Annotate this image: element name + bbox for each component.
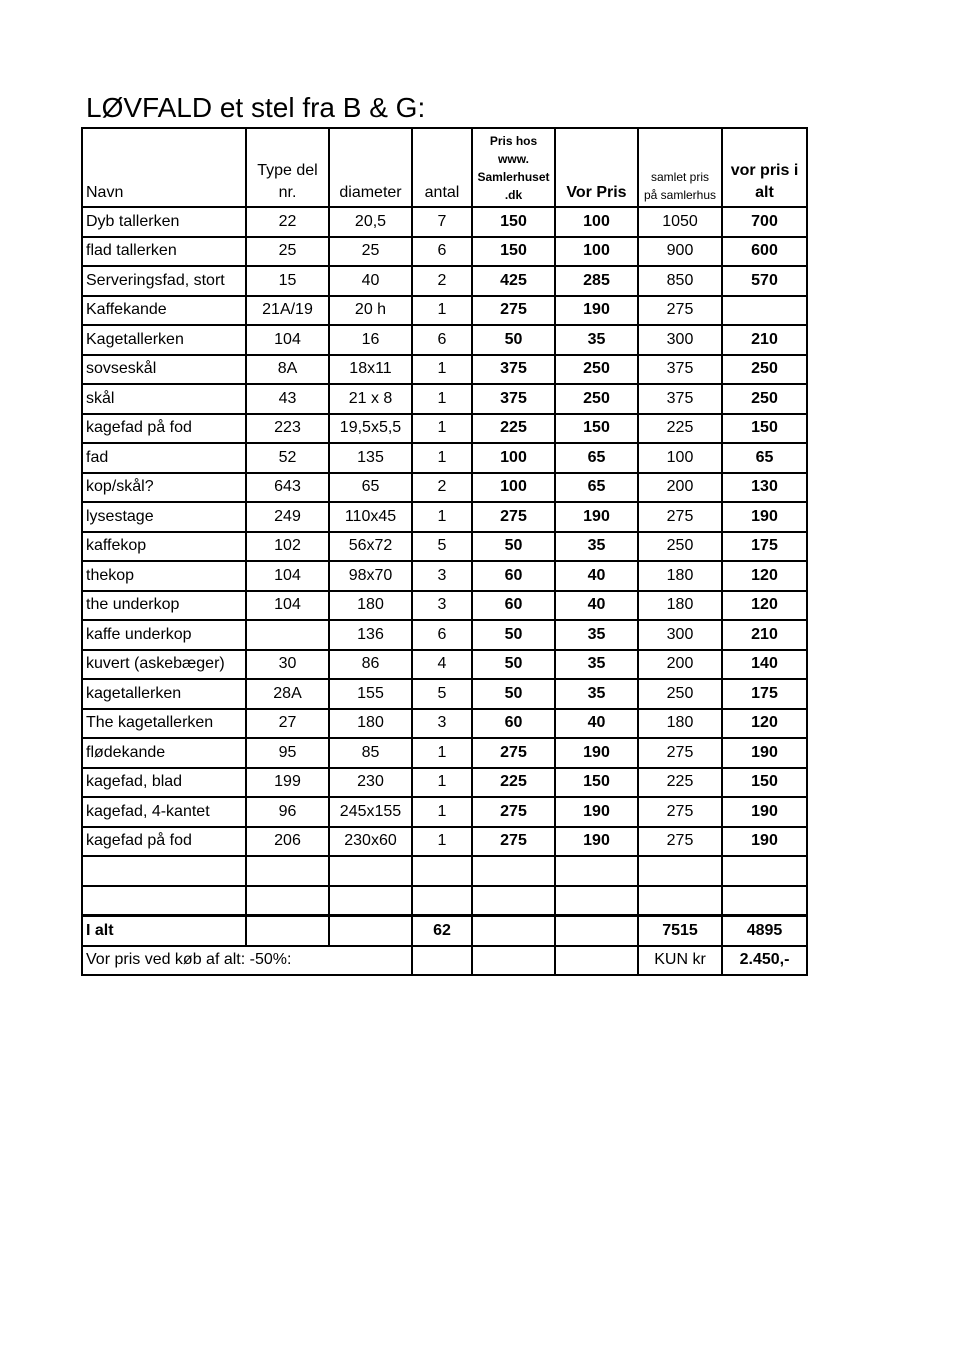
table-row <box>82 679 807 709</box>
cell-vor: 35 <box>555 532 638 562</box>
cell-antal: 1 <box>412 384 472 414</box>
footer-kun: KUN kr <box>638 946 722 976</box>
cell-samlet: 200 <box>638 473 722 503</box>
cell-vor-alt: 175 <box>722 532 807 562</box>
cell-vor-alt: 700 <box>722 207 807 237</box>
empty-cell <box>82 856 246 886</box>
cell-vor-alt: 175 <box>722 679 807 709</box>
cell-antal: 3 <box>412 561 472 591</box>
cell-navn: Dyb tallerken <box>82 207 246 237</box>
empty-cell <box>412 886 472 916</box>
table-row <box>82 827 807 857</box>
cell-navn: The kagetallerken <box>82 709 246 739</box>
cell-diameter: 56x72 <box>329 532 412 562</box>
empty-cell <box>472 856 555 886</box>
table-row <box>82 473 807 503</box>
cell-antal: 7 <box>412 207 472 237</box>
footer-row <box>82 946 807 976</box>
header-type-line1: Type del <box>257 162 318 179</box>
cell-type: 15 <box>246 266 329 296</box>
cell-diameter: 230x60 <box>329 827 412 857</box>
cell-type: 104 <box>246 325 329 355</box>
table-row <box>82 620 807 650</box>
table-row <box>82 266 807 296</box>
cell-pris: 50 <box>472 325 555 355</box>
header-pris-line4: .dk <box>504 188 523 202</box>
cell-antal: 3 <box>412 709 472 739</box>
cell-samlet: 180 <box>638 561 722 591</box>
cell-type: 104 <box>246 591 329 621</box>
cell-type: 643 <box>246 473 329 503</box>
cell-type: 95 <box>246 738 329 768</box>
cell-pris: 50 <box>472 620 555 650</box>
cell-diameter: 65 <box>329 473 412 503</box>
cell-diameter: 180 <box>329 709 412 739</box>
header-pris-line3: Samlerhuset <box>477 170 550 184</box>
cell-diameter: 230 <box>329 768 412 798</box>
header-vor-pris-i-alt <box>722 128 807 207</box>
cell-type: 27 <box>246 709 329 739</box>
header-pris-line1: Pris hos <box>489 134 538 148</box>
cell-pris: 275 <box>472 738 555 768</box>
empty-cell <box>246 916 329 946</box>
cell-samlet: 275 <box>638 296 722 326</box>
cell-navn: sovseskål <box>82 355 246 385</box>
empty-cell <box>329 856 412 886</box>
cell-samlet: 275 <box>638 502 722 532</box>
cell-samlet: 250 <box>638 532 722 562</box>
empty-cell <box>555 946 638 976</box>
cell-pris: 225 <box>472 768 555 798</box>
cell-navn: Kagetallerken <box>82 325 246 355</box>
empty-cell <box>638 886 722 916</box>
table-row <box>82 502 807 532</box>
empty-cell <box>472 916 555 946</box>
total-samlet: 7515 <box>638 916 722 946</box>
cell-vor: 40 <box>555 561 638 591</box>
cell-vor: 35 <box>555 325 638 355</box>
cell-type: 104 <box>246 561 329 591</box>
cell-pris: 375 <box>472 355 555 385</box>
cell-samlet: 275 <box>638 797 722 827</box>
cell-diameter: 245x155 <box>329 797 412 827</box>
cell-vor: 190 <box>555 738 638 768</box>
cell-navn: flødekande <box>82 738 246 768</box>
cell-type: 21A/19 <box>246 296 329 326</box>
header-vor-alt-line2: alt <box>755 184 774 201</box>
cell-pris: 50 <box>472 679 555 709</box>
cell-navn: kaffekop <box>82 532 246 562</box>
cell-antal: 6 <box>412 620 472 650</box>
cell-type: 8A <box>246 355 329 385</box>
header-pris-samlerhuset <box>472 128 555 207</box>
cell-vor: 150 <box>555 768 638 798</box>
cell-vor-alt: 150 <box>722 768 807 798</box>
cell-type <box>246 620 329 650</box>
header-vor-pris: Vor Pris <box>555 128 638 207</box>
empty-cell <box>329 916 412 946</box>
cell-vor-alt: 210 <box>722 325 807 355</box>
cell-navn: the underkop <box>82 591 246 621</box>
table-row <box>82 738 807 768</box>
cell-vor-alt: 190 <box>722 502 807 532</box>
cell-vor: 40 <box>555 591 638 621</box>
price-table <box>81 127 808 976</box>
cell-samlet: 225 <box>638 414 722 444</box>
cell-vor-alt: 190 <box>722 738 807 768</box>
cell-pris: 60 <box>472 561 555 591</box>
cell-navn: Serveringsfad, stort <box>82 266 246 296</box>
cell-samlet: 275 <box>638 827 722 857</box>
empty-row <box>82 856 807 886</box>
cell-navn: kaffe underkop <box>82 620 246 650</box>
cell-vor: 250 <box>555 384 638 414</box>
empty-cell <box>722 856 807 886</box>
table-row <box>82 237 807 267</box>
cell-diameter: 20,5 <box>329 207 412 237</box>
cell-type: 96 <box>246 797 329 827</box>
cell-antal: 2 <box>412 266 472 296</box>
table-row <box>82 768 807 798</box>
table-row <box>82 650 807 680</box>
cell-navn: fad <box>82 443 246 473</box>
cell-diameter: 16 <box>329 325 412 355</box>
empty-cell <box>638 856 722 886</box>
cell-navn: kagefad, blad <box>82 768 246 798</box>
cell-samlet: 225 <box>638 768 722 798</box>
cell-antal: 1 <box>412 443 472 473</box>
cell-pris: 50 <box>472 532 555 562</box>
cell-navn: kuvert (askebæger) <box>82 650 246 680</box>
cell-vor-alt: 120 <box>722 561 807 591</box>
empty-cell <box>555 886 638 916</box>
header-samlet-line2: på samlerhus <box>643 188 717 202</box>
table-row <box>82 532 807 562</box>
table-row <box>82 355 807 385</box>
cell-antal: 1 <box>412 768 472 798</box>
cell-pris: 425 <box>472 266 555 296</box>
cell-samlet: 275 <box>638 738 722 768</box>
header-navn: Navn <box>82 128 246 207</box>
cell-type: 249 <box>246 502 329 532</box>
cell-diameter: 98x70 <box>329 561 412 591</box>
cell-pris: 150 <box>472 237 555 267</box>
header-samlet-pris <box>638 128 722 207</box>
empty-cell <box>82 886 246 916</box>
empty-cell <box>555 916 638 946</box>
empty-cell <box>412 946 472 976</box>
cell-type: 22 <box>246 207 329 237</box>
cell-samlet: 100 <box>638 443 722 473</box>
cell-navn: thekop <box>82 561 246 591</box>
cell-diameter: 21 x 8 <box>329 384 412 414</box>
cell-diameter: 155 <box>329 679 412 709</box>
cell-antal: 2 <box>412 473 472 503</box>
table-row <box>82 561 807 591</box>
cell-diameter: 19,5x5,5 <box>329 414 412 444</box>
cell-pris: 100 <box>472 473 555 503</box>
header-row <box>82 128 807 207</box>
cell-vor-alt: 190 <box>722 827 807 857</box>
cell-diameter: 135 <box>329 443 412 473</box>
table-row <box>82 797 807 827</box>
cell-diameter: 18x11 <box>329 355 412 385</box>
cell-type: 206 <box>246 827 329 857</box>
footer-price: 2.450,- <box>722 946 807 976</box>
cell-antal: 5 <box>412 679 472 709</box>
cell-vor-alt: 120 <box>722 591 807 621</box>
cell-pris: 275 <box>472 797 555 827</box>
cell-navn: kagefad på fod <box>82 414 246 444</box>
empty-cell <box>722 886 807 916</box>
cell-vor: 285 <box>555 266 638 296</box>
cell-antal: 1 <box>412 827 472 857</box>
header-type <box>246 128 329 207</box>
cell-diameter: 20 h <box>329 296 412 326</box>
cell-samlet: 300 <box>638 325 722 355</box>
cell-vor-alt: 150 <box>722 414 807 444</box>
cell-vor: 35 <box>555 679 638 709</box>
cell-antal: 1 <box>412 355 472 385</box>
cell-pris: 100 <box>472 443 555 473</box>
cell-diameter: 25 <box>329 237 412 267</box>
cell-diameter: 180 <box>329 591 412 621</box>
cell-vor-alt: 600 <box>722 237 807 267</box>
total-vor-alt: 4895 <box>722 916 807 946</box>
cell-diameter: 136 <box>329 620 412 650</box>
cell-diameter: 40 <box>329 266 412 296</box>
cell-antal: 6 <box>412 325 472 355</box>
cell-vor: 100 <box>555 207 638 237</box>
cell-navn: kop/skål? <box>82 473 246 503</box>
empty-cell <box>412 856 472 886</box>
cell-vor-alt <box>722 296 807 326</box>
cell-pris: 60 <box>472 591 555 621</box>
cell-vor-alt: 570 <box>722 266 807 296</box>
table-row <box>82 443 807 473</box>
cell-pris: 275 <box>472 827 555 857</box>
cell-type: 52 <box>246 443 329 473</box>
cell-samlet: 375 <box>638 384 722 414</box>
table-row <box>82 325 807 355</box>
cell-vor: 35 <box>555 620 638 650</box>
cell-antal: 3 <box>412 591 472 621</box>
cell-pris: 275 <box>472 296 555 326</box>
cell-vor: 65 <box>555 443 638 473</box>
cell-antal: 1 <box>412 797 472 827</box>
cell-navn: flad tallerken <box>82 237 246 267</box>
cell-samlet: 375 <box>638 355 722 385</box>
cell-vor: 190 <box>555 296 638 326</box>
cell-diameter: 85 <box>329 738 412 768</box>
cell-diameter: 86 <box>329 650 412 680</box>
cell-vor: 250 <box>555 355 638 385</box>
cell-vor: 35 <box>555 650 638 680</box>
table-row <box>82 207 807 237</box>
cell-vor-alt: 65 <box>722 443 807 473</box>
total-antal: 62 <box>412 916 472 946</box>
cell-type: 102 <box>246 532 329 562</box>
cell-navn: kagefad på fod <box>82 827 246 857</box>
cell-samlet: 300 <box>638 620 722 650</box>
cell-type: 25 <box>246 237 329 267</box>
empty-cell <box>329 886 412 916</box>
empty-cell <box>555 856 638 886</box>
empty-cell <box>246 886 329 916</box>
total-row <box>82 916 807 946</box>
cell-type: 199 <box>246 768 329 798</box>
cell-navn: Kaffekande <box>82 296 246 326</box>
cell-type: 43 <box>246 384 329 414</box>
table-row <box>82 384 807 414</box>
cell-samlet: 900 <box>638 237 722 267</box>
header-samlet-line1: samlet pris <box>650 170 709 184</box>
cell-vor: 40 <box>555 709 638 739</box>
cell-vor: 150 <box>555 414 638 444</box>
header-pris-line2: www. <box>498 152 529 166</box>
cell-type: 30 <box>246 650 329 680</box>
cell-navn: skål <box>82 384 246 414</box>
cell-antal: 6 <box>412 237 472 267</box>
cell-diameter: 110x45 <box>329 502 412 532</box>
cell-vor: 65 <box>555 473 638 503</box>
header-antal: antal <box>412 128 472 207</box>
cell-navn: lysestage <box>82 502 246 532</box>
cell-pris: 50 <box>472 650 555 680</box>
cell-pris: 150 <box>472 207 555 237</box>
table-row <box>82 591 807 621</box>
cell-antal: 5 <box>412 532 472 562</box>
cell-antal: 1 <box>412 738 472 768</box>
cell-vor-alt: 120 <box>722 709 807 739</box>
cell-pris: 225 <box>472 414 555 444</box>
cell-type: 28A <box>246 679 329 709</box>
cell-navn: kagetallerken <box>82 679 246 709</box>
cell-samlet: 250 <box>638 679 722 709</box>
cell-type: 223 <box>246 414 329 444</box>
cell-vor-alt: 190 <box>722 797 807 827</box>
empty-cell <box>472 946 555 976</box>
table-row <box>82 296 807 326</box>
cell-vor: 100 <box>555 237 638 267</box>
cell-antal: 1 <box>412 414 472 444</box>
cell-navn: kagefad, 4-kantet <box>82 797 246 827</box>
cell-vor: 190 <box>555 827 638 857</box>
cell-samlet: 180 <box>638 591 722 621</box>
cell-pris: 60 <box>472 709 555 739</box>
cell-samlet: 180 <box>638 709 722 739</box>
cell-vor-alt: 140 <box>722 650 807 680</box>
cell-antal: 1 <box>412 502 472 532</box>
total-label: I alt <box>82 916 246 946</box>
cell-antal: 4 <box>412 650 472 680</box>
cell-vor-alt: 250 <box>722 355 807 385</box>
empty-cell <box>246 856 329 886</box>
header-diameter: diameter <box>329 128 412 207</box>
cell-samlet: 1050 <box>638 207 722 237</box>
cell-vor-alt: 210 <box>722 620 807 650</box>
cell-samlet: 200 <box>638 650 722 680</box>
cell-vor-alt: 250 <box>722 384 807 414</box>
footer-label: Vor pris ved køb af alt: -50%: <box>82 946 412 976</box>
header-vor-alt-line1: vor pris i <box>730 162 799 179</box>
page-title: LØVFALD et stel fra B & G: <box>86 92 426 123</box>
cell-pris: 275 <box>472 502 555 532</box>
table-row <box>82 709 807 739</box>
cell-vor: 190 <box>555 797 638 827</box>
cell-samlet: 850 <box>638 266 722 296</box>
header-type-line2: nr. <box>278 184 297 201</box>
empty-cell <box>472 886 555 916</box>
cell-pris: 375 <box>472 384 555 414</box>
cell-vor-alt: 130 <box>722 473 807 503</box>
cell-antal: 1 <box>412 296 472 326</box>
cell-vor: 190 <box>555 502 638 532</box>
table-row <box>82 414 807 444</box>
empty-row <box>82 886 807 916</box>
